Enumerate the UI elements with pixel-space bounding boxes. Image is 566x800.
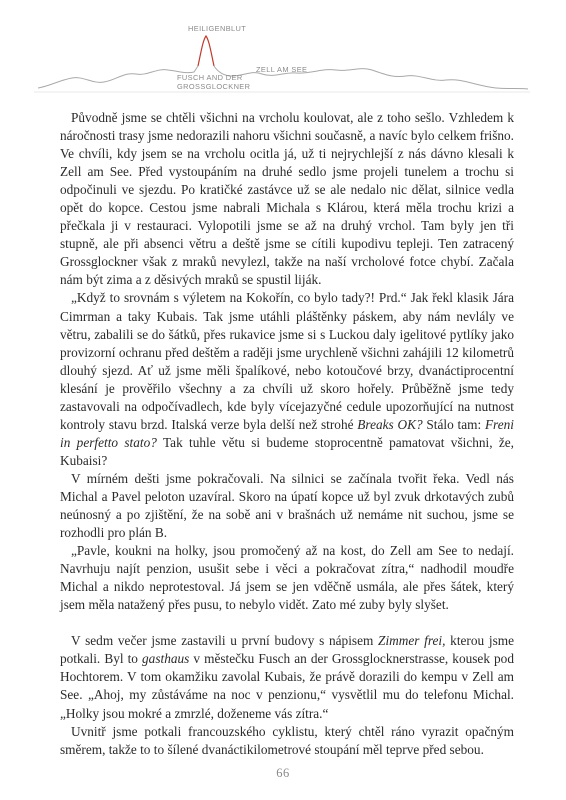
paragraph-4: „Pavle, koukni na holky, jsou promočený až na kost, do Zell am See to nedají. Navrhuju najít penzion, usušit sebe i věci a pokračovat zítra,“ nadhodil moudře Michal a nikdo neprotestoval. Já jsem se jen vděčně usmála, ale přes šátek, který jsem měla natažený přes pusu, to nebylo vidět. Zato mé zuby byly slyšet. bbox=[60, 543, 514, 613]
paragraph-5 bbox=[60, 632, 514, 722]
paragraph-5-emphasis-1: Zimmer frei, bbox=[378, 633, 446, 649]
fusch-label-line2: GROSSGLOCKNER bbox=[177, 82, 251, 91]
paragraph-1: Původně jsme se chtěli všichni na vrcholu koulovat, ale z toho sešlo. Vzhledem k náročnosti trasy jsme nedorazili nahoru všichni současně, a navíc bylo celkem frišno. Ve chvíli, kdy jsem se na vrcholu ocitla já, už ti nejrychlejší z nás dávno klesali k Zell am See. Před vystoupáním na druhé sedlo jsme projeli tunelem a trochu si odpočinuli ve sjezdu. Po kratičké zastávce už se ale nedalo nic dělat, silnice vedla opět do kopce. Cestou jsme nabrali Michala s Klárou, která měla trochu krizi a přečkala ji v restauraci. Vylopotili jsme se až na druhý vrchol. Tam byly jen tři stupně, ale při absenci větru a deště jsme se cítili kupodivu tepleji. Ten zatracený Grossglockner však z mraků nevylezl, takže na naší vrcholové fotce chybí. Začala nám být zima a z děsivých mraků se spustil liják. bbox=[60, 110, 514, 288]
paragraph-5-part-b: kterou jsme potkali. Byl to bbox=[60, 633, 514, 667]
route-elevation-profile bbox=[0, 0, 566, 100]
body-text bbox=[60, 109, 514, 759]
paragraph-2-emphasis-2: Freni in perfetto stato? bbox=[60, 416, 514, 450]
paragraph-5-emphasis-2: gasthaus bbox=[142, 651, 190, 667]
elevation-line bbox=[38, 66, 198, 88]
paragraph-3: V mírném dešti jsme pokračovali. Na silnici se začínala tvořit řeka. Vedl nás Michal a Pavel peloton uzavíral. Skoro na úpatí kopce už byl zvuk drkotavých zubů neúnosný a po zjištění, že na sobě ani v brašnách už nemáme nit suchou, jsme se rozhodli pro plán B. bbox=[60, 470, 514, 541]
paragraph-2-part-a: „Když to srovnám s výletem na Kokořín, co bylo tady?! Prd.“ Jak řekl klasik Jára Cimrman a taky Kubais. Tak jsme utáhli pláštěnky páskem, aby nám nevlály ve větru, zabalili se do šátků, přes rukavice jsme si s Luckou daly igelitové pytlíky jako provizorní ochranu před deštěm a raději jsme urychleně všichni zahájili 12 kilometrů dlouhý sjezd. Ať už jsme měli špalíkové, nebo kotoučové brzy, dvanáctiprocentní klesání je prověřilo všechny a za chvíli už skoro hořely. Průběžně jsme tedy zastavovali na odpočívadlech, kde byly vícejazyčné cedule upozorňující na nutnost kontroly stavu brzd. Italská verze byla delší než strohé bbox=[60, 290, 514, 432]
peak-label: HEILIGENBLUT bbox=[188, 24, 247, 33]
zell-label: ZELL AM SEE bbox=[256, 65, 308, 74]
elevation-line-highlight bbox=[198, 36, 214, 66]
paragraph-2-part-c: Tak tuhle větu si budeme stoprocentně pamatovat všichni, že, Kubaisi? bbox=[60, 434, 514, 468]
fusch-label-line1: FUSCH AND DER bbox=[177, 73, 243, 82]
elevation-profile-graphic bbox=[0, 0, 566, 100]
page-number: 66 bbox=[276, 766, 290, 780]
paragraph-2-emphasis-1: Breaks OK? bbox=[357, 416, 423, 432]
paragraph-2 bbox=[60, 289, 514, 469]
paragraph-5-part-a: V sedm večer jsme zastavili u první budovy s nápisem bbox=[71, 633, 379, 649]
paragraph-6: Uvnitř jsme potkali francouzského cyklistu, který chtěl ráno vyrazit opačným směrem, takže to to šílené dvanáctikilometrové stoupání měl teprve před sebou. bbox=[60, 723, 514, 757]
paragraph-2-part-b: Stálo tam: bbox=[422, 416, 485, 432]
fusch-label bbox=[177, 73, 250, 91]
paragraph-5-part-c: v městečku Fusch an der Grossglocknerstrasse, kousek pod Hochtorem. V tom okamžiku zavolal Kubais, že právě dorazili do kempu v Zell am See. „Ahoj, my zůstáváme na noc v penzionu,“ vysvětlil mu do telefonu Michal. „Holky jsou mokré a zmrzlé, doženeme vás zítra.“ bbox=[60, 651, 514, 721]
